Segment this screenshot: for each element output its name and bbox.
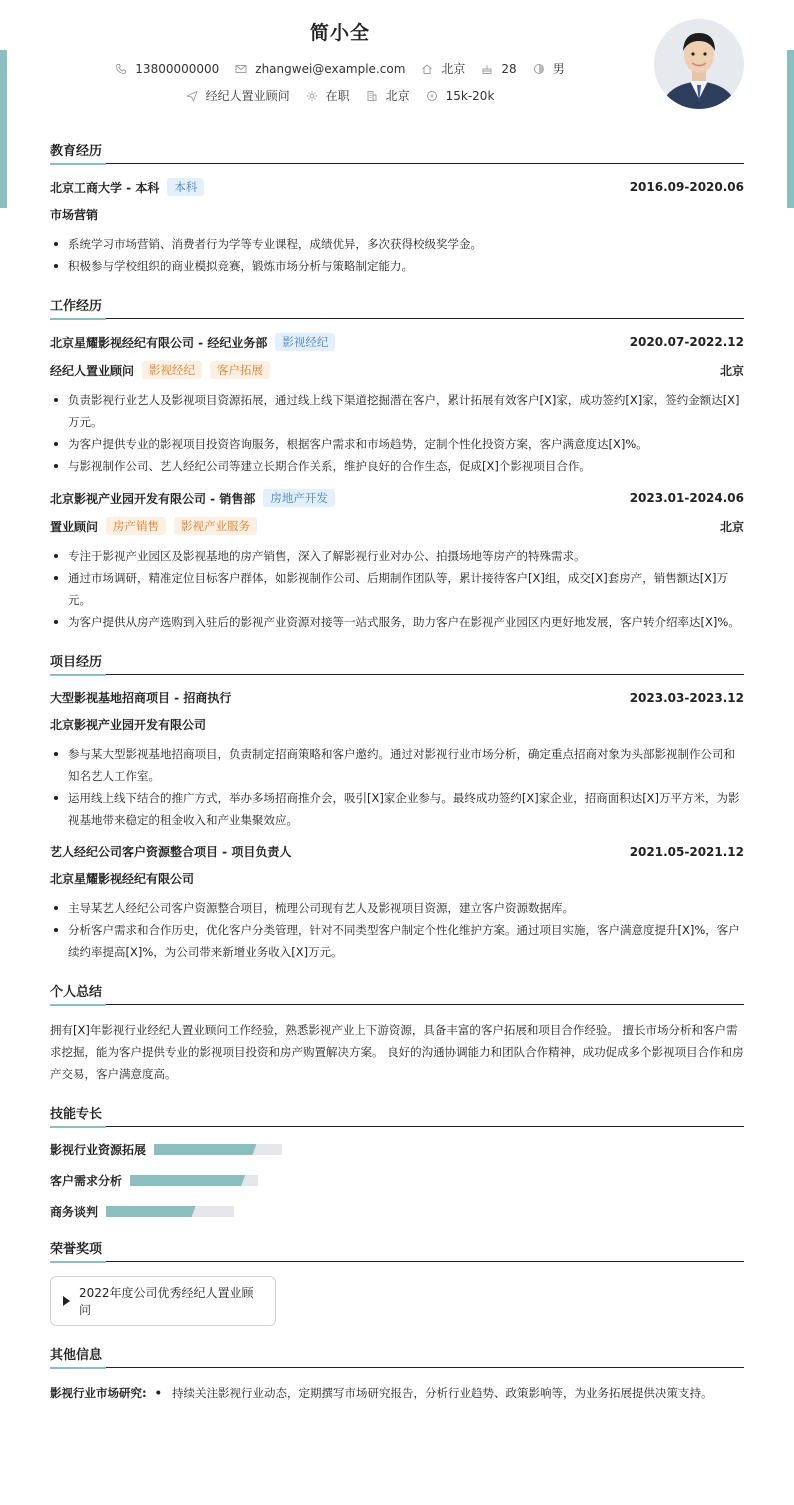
list-item: 主导某艺人经纪公司客户资源整合项目，梳理公司现有艺人及影视项目资源，建立客户资源数据库。: [50, 897, 744, 919]
project-header: [50, 843, 744, 860]
status-text: 在职: [325, 89, 350, 103]
school-name: 北京工商大学 - 本科: [50, 180, 160, 195]
project-bullets: [50, 743, 744, 831]
other-key: 影视行业市场研究:: [50, 1386, 147, 1400]
projects-section: [50, 651, 744, 963]
skill-item: [50, 1172, 403, 1189]
industry-tag: 房地产开发: [263, 489, 335, 507]
job-target-info: [186, 87, 290, 104]
project-bullets: [50, 897, 744, 963]
list-item: 与影视制作公司、艺人经纪公司等建立长期合作关系，维护良好的合作生态，促成[X]个影视项目合作。: [50, 455, 744, 477]
section-title-work: 工作经历: [50, 295, 744, 319]
building-icon: [366, 90, 378, 102]
skill-name: 商务谈判: [50, 1205, 99, 1219]
city-text: 北京: [441, 62, 466, 76]
target-city-text: 北京: [385, 89, 410, 103]
skills-section: [50, 1103, 744, 1220]
skills-list: [50, 1141, 744, 1220]
list-item: 通过市场调研，精准定位目标客户群体，如影视制作公司、后期制作团队等，累计接待客户[X]组，成交[X]套房产，销售额达[X]万元。: [50, 567, 744, 611]
education-date: 2016.09-2020.06: [629, 180, 744, 194]
other-value: 持续关注影视行业动态，定期撰写市场研究报告，分析行业趋势、政策影响等，为业务拓展提供决策支持。: [171, 1386, 713, 1400]
coin-icon: [426, 90, 438, 102]
home-icon: [421, 63, 433, 75]
education-bullets: [50, 233, 744, 277]
list-item: 系统学习市场营销、消费者行为学等专业课程，成绩优异，多次获得校级奖学金。: [50, 233, 744, 255]
role-tag: 客户拓展: [210, 361, 270, 379]
phone-info: [115, 62, 219, 76]
send-icon: [186, 90, 198, 102]
role-name: 经纪人置业顾问: [50, 363, 135, 378]
award-text: 2022年度公司优秀经纪人置业顾问: [79, 1286, 254, 1317]
skill-bar-fill: [154, 1144, 256, 1155]
skill-bar: [154, 1144, 282, 1155]
skill-bar-fill: [106, 1206, 196, 1217]
project-org-row: [50, 716, 744, 733]
skill-bar: [106, 1206, 234, 1217]
status-info: [306, 87, 350, 104]
work-bullets: [50, 545, 744, 633]
summary-section: [50, 981, 744, 1085]
project-header: [50, 689, 744, 706]
project-date: 2021.05-2021.12: [629, 844, 744, 859]
work-section: [50, 295, 744, 633]
list-item: 积极参与学校组织的商业模拟竞赛，锻炼市场分析与策略制定能力。: [50, 255, 744, 277]
section-title-other: 其他信息: [50, 1344, 744, 1368]
other-section: [50, 1344, 744, 1404]
gender-icon: [533, 63, 545, 75]
education-header: [50, 178, 744, 196]
section-title-awards: 荣誉奖项: [50, 1238, 744, 1262]
skill-name: 客户需求分析: [50, 1174, 123, 1188]
job-intention-row: [0, 87, 680, 104]
work-date: 2023.01-2024.06: [629, 491, 744, 505]
gender-text: 男: [552, 62, 565, 76]
section-title-summary: 个人总结: [50, 981, 744, 1005]
project-org: 北京星耀影视经纪有限公司: [50, 872, 195, 886]
project-org: 北京影视产业园开发有限公司: [50, 718, 207, 732]
accent-bar-right: [787, 50, 794, 208]
city-info: [421, 60, 465, 77]
list-item: 负责影视行业艺人及影视项目资源拓展，通过线上线下渠道挖掘潜在客户，累计拓展有效客户[X]家，成功签约[X]家，签约金额达[X]万元。: [50, 389, 744, 433]
skill-item: [50, 1203, 403, 1220]
bullet-dot: •: [154, 1386, 162, 1400]
role-name: 置业顾问: [50, 519, 99, 534]
contact-row: [0, 60, 680, 77]
role-tag: 房产销售: [106, 517, 166, 535]
project-date: 2023.03-2023.12: [629, 690, 744, 705]
email-text: zhangwei@example.com: [255, 61, 406, 76]
degree-tag: 本科: [167, 178, 204, 196]
work-bullets: [50, 389, 744, 477]
skill-bar: [130, 1175, 258, 1186]
project-name: 艺人经纪公司客户资源整合项目 - 项目负责人: [50, 845, 292, 859]
phone-icon: [115, 63, 127, 75]
email-info: [235, 62, 405, 76]
list-item: 专注于影视产业园区及影视基地的房产销售，深入了解影视行业对办公、拍摄场地等房产的特殊需求。: [50, 545, 744, 567]
industry-tag: 影视经纪: [275, 333, 335, 351]
role-tag: 影视经纪: [142, 361, 202, 379]
section-title-education: 教育经历: [50, 140, 744, 164]
candidate-name: 简小全: [309, 22, 370, 44]
age-info: [481, 62, 516, 76]
education-section: [50, 140, 744, 277]
major-row: [50, 206, 744, 223]
project-org-row: [50, 870, 744, 887]
list-item: 为客户提供从房产选购到入驻后的影视产业资源对接等一站式服务，助力客户在影视产业园区内更好地发展，客户转介绍率达[X]%。: [50, 611, 744, 633]
work-date: 2020.07-2022.12: [629, 335, 744, 349]
salary-text: 15k-20k: [445, 88, 495, 103]
list-item: 运用线上线下结合的推广方式，举办多场招商推介会，吸引[X]家企业参与。最终成功签约[X]家企业，招商面积达[X]万平方米，为影视基地带来稳定的租金收入和产业集聚效应。: [50, 787, 744, 831]
gender-info: [533, 60, 565, 77]
section-title-projects: 项目经历: [50, 651, 744, 675]
skill-name: 影视行业资源拓展: [50, 1143, 147, 1157]
section-title-skills: 技能专长: [50, 1103, 744, 1127]
phone-text: 13800000000: [135, 61, 220, 76]
list-item: 参与某大型影视基地招商项目，负责制定招商策略和客户邀约。通过对影视行业市场分析，确定重点招商对象为头部影视制作公司和知名艺人工作室。: [50, 743, 744, 787]
cake-icon: [481, 63, 493, 75]
skill-item: [50, 1141, 403, 1158]
company-name: 北京星耀影视经纪有限公司 - 经纪业务部: [50, 335, 268, 350]
company-name: 北京影视产业园开发有限公司 - 销售部: [50, 491, 256, 506]
award-item: [50, 1276, 276, 1326]
role-tag: 影视产业服务: [174, 517, 257, 535]
skill-bar-fill: [130, 1175, 245, 1186]
major: 市场营销: [50, 208, 99, 222]
mail-icon: [235, 63, 247, 75]
job-target-text: 经纪人置业顾问: [205, 89, 290, 103]
project-name: 大型影视基地招商项目 - 招商执行: [50, 691, 232, 705]
gear-icon: [306, 90, 318, 102]
salary-info: [426, 89, 495, 103]
list-item: 为客户提供专业的影视项目投资咨询服务，根据客户需求和市场趋势，定制个性化投资方案，客户满意度达[X]%。: [50, 433, 744, 455]
role-row: [50, 361, 744, 379]
awards-section: [50, 1238, 744, 1326]
work-header: [50, 489, 744, 507]
role-row: [50, 517, 744, 535]
summary-text: 拥有[X]年影视行业经纪人置业顾问工作经验，熟悉影视产业上下游资源，具备丰富的客户拓展和项目合作经验。 擅长市场分析和客户需求挖掘，能为客户提供专业的影视项目投资和房产购置解决方案。 良好的沟通协调能力和团队合作精神，成功促成多个影视项目合作和房产交易，客户满意度高。: [50, 1023, 744, 1081]
target-city-info: [366, 87, 410, 104]
resume-content: [50, 140, 744, 1422]
list-item: 分析客户需求和合作历史，优化客户分类管理，针对不同类型客户制定个性化维护方案。通过项目实施，客户满意度提升[X]%，客户续约率提高[X]%，为公司带来新增业务收入[X]万元。: [50, 919, 744, 963]
age-text: 28: [501, 61, 517, 76]
work-location: 北京: [719, 519, 744, 534]
caret-right-icon: [63, 1296, 70, 1306]
other-info-row: [50, 1382, 744, 1404]
work-header: [50, 333, 744, 351]
work-location: 北京: [719, 363, 744, 378]
